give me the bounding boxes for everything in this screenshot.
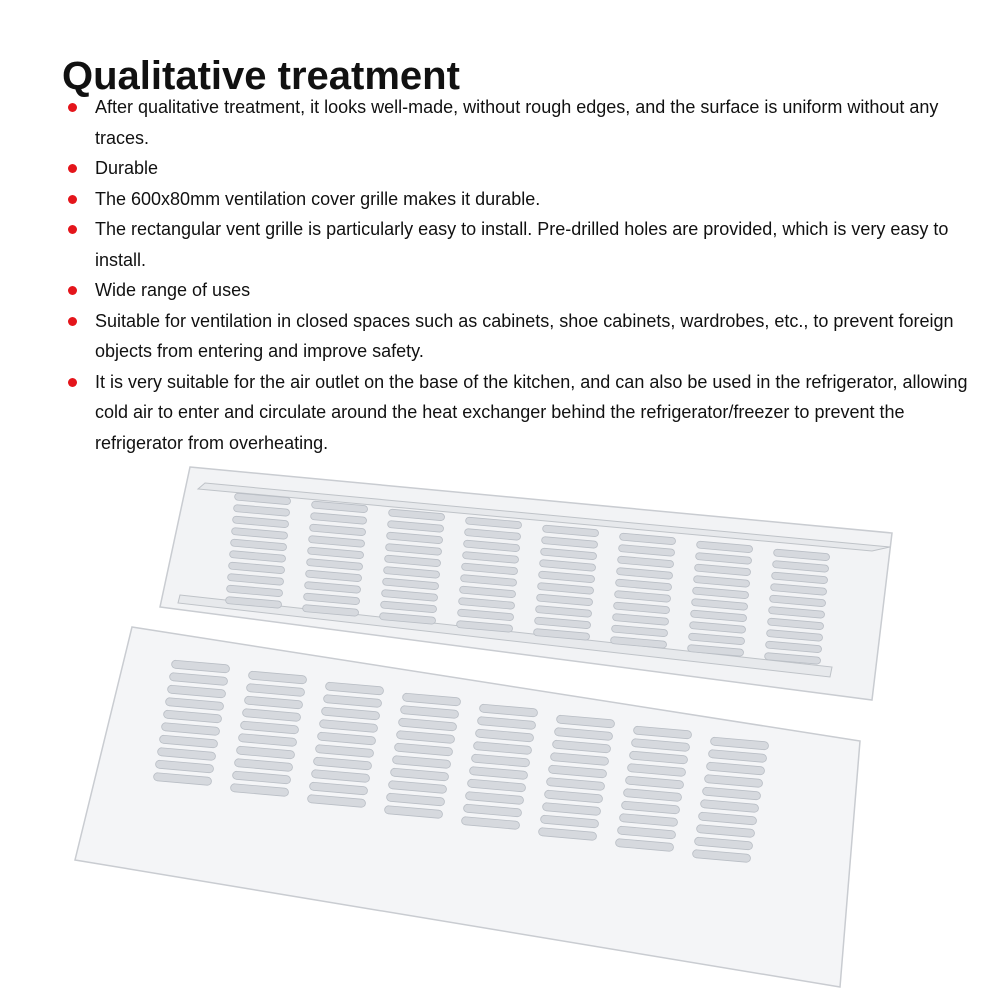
- list-item: [68, 275, 968, 306]
- vent-grille-product-image: [0, 455, 1000, 1000]
- list-item: [68, 184, 968, 215]
- list-item-text: Suitable for ventilation in closed spaces such as cabinets, shoe cabinets, wardrobes, etc., to prevent foreign objects from entering and improve safety.: [95, 310, 954, 361]
- bullet-dot-icon: [68, 164, 77, 173]
- bullet-dot-icon: [68, 225, 77, 234]
- bullet-dot-icon: [68, 286, 77, 295]
- bullet-dot-icon: [68, 103, 77, 112]
- list-item-text: After qualitative treatment, it looks well-made, without rough edges, and the surface is uniform without any traces.: [95, 97, 939, 148]
- bullet-dot-icon: [68, 378, 77, 387]
- list-item: [68, 92, 968, 153]
- bullet-dot-icon: [68, 195, 77, 204]
- list-item-text: Wide range of uses: [95, 280, 251, 300]
- bullet-dot-icon: [68, 317, 77, 326]
- list-item-text: Durable: [95, 158, 159, 178]
- feature-list: [68, 92, 968, 458]
- list-item: [68, 367, 968, 459]
- page-title: Qualitative treatment: [62, 54, 460, 98]
- list-item-text: The rectangular vent grille is particularly easy to install. Pre-drilled holes are provided, which is very easy to install.: [95, 219, 949, 270]
- list-item: [68, 214, 968, 275]
- list-item: [68, 153, 968, 184]
- list-item-text: The 600x80mm ventilation cover grille makes it durable.: [95, 188, 541, 209]
- list-item: [68, 306, 968, 367]
- list-item-text: It is very suitable for the air outlet on the base of the kitchen, and can also be used in the refrigerator, allowing cold air to enter and circulate around the heat exchanger behind the refrigerator/freezer to prevent the refrigerator from overheating.: [95, 371, 968, 453]
